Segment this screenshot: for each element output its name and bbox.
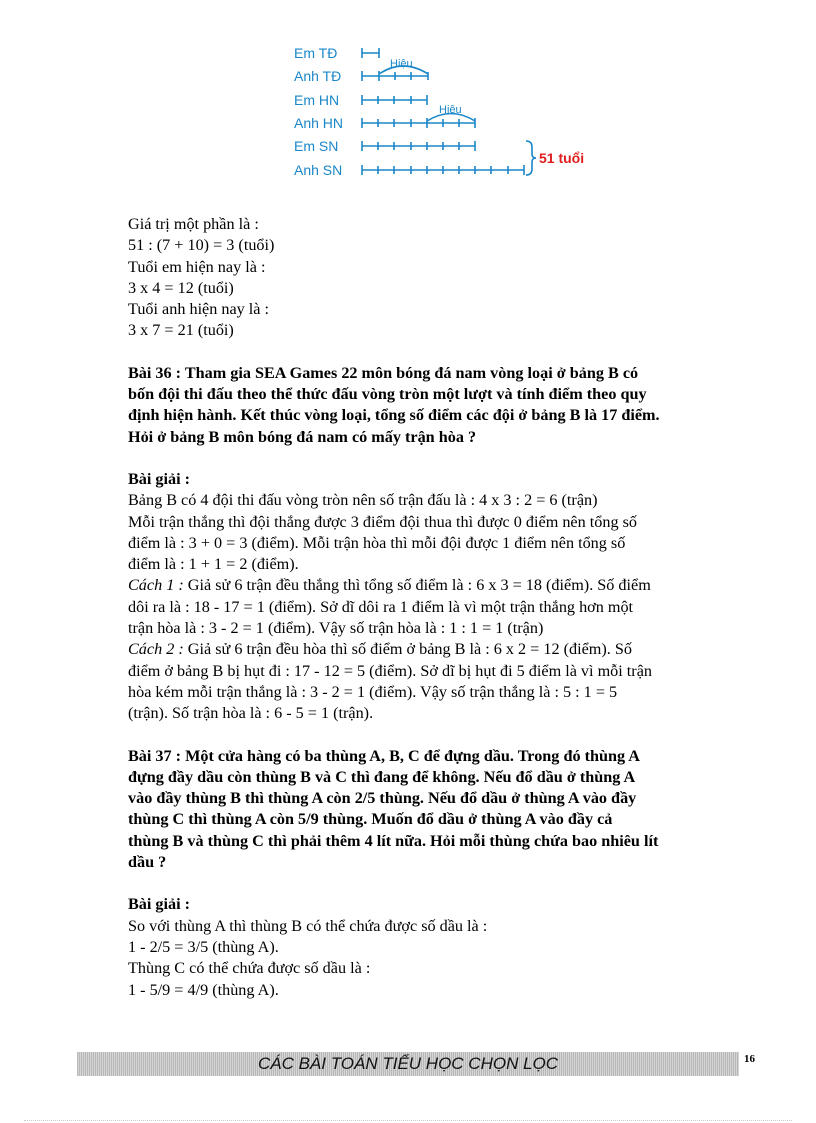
solution-line: Tuổi em hiện nay là :	[128, 257, 266, 276]
problem-36	[128, 363, 758, 448]
problem-37	[128, 746, 758, 874]
solution-line: 1 - 2/5 = 3/5 (thùng A).	[128, 937, 279, 956]
solution-line: Bảng B có 4 đội thi đấu vòng tròn nên số trận đấu là : 4 x 3 : 2 = 6 (trận)	[128, 491, 598, 510]
solution-line	[128, 575, 758, 596]
segment-em-hn	[362, 95, 427, 105]
segment-em-sn	[362, 141, 475, 151]
solution-heading: Bài giải :	[128, 469, 191, 488]
label-em-sn: Em SN	[294, 138, 339, 154]
solution-line: hòa kém mỗi trận thắng là : 3 - 2 = 1 (điểm). Vậy số trận thắng là : 5 : 1 = 5	[128, 682, 618, 701]
footer-title: CÁC BÀI TOÁN TIỂU HỌC CHỌN LỌC	[257, 1054, 559, 1073]
label-anh-td: Anh TĐ	[294, 68, 342, 84]
total-label: 51 tuổi	[539, 150, 585, 166]
solution-line: So với thùng A thì thùng B có thể chứa được số dầu là :	[128, 916, 488, 935]
problem-line: Hỏi ở bảng B môn bóng đá nam có mấy trận hòa ?	[128, 427, 477, 446]
problem-line: vào đầy thùng B thì thùng A còn 2/5 thùng. Nếu đổ dầu ở thùng A vào đầy	[128, 789, 637, 808]
label-anh-sn: Anh SN	[294, 162, 343, 178]
solution-heading: Bài giải :	[128, 895, 191, 914]
problem-line: Bài 37 : Một cửa hàng có ba thùng A, B, C để đựng dầu. Trong đó thùng A	[128, 746, 640, 765]
solution-line: (trận). Số trận hòa là : 6 - 5 = 1 (trận).	[128, 704, 374, 723]
method-text: Giả sử 6 trận đều thắng thì tổng số điểm là : 6 x 3 = 18 (điểm). Số điểm	[183, 576, 651, 595]
solution-line: Thùng C có thể chứa được số dầu là :	[128, 959, 371, 978]
solution-35	[128, 214, 758, 342]
problem-line: đựng đầy dầu còn thùng B và C thì đang để không. Nếu đổ dầu ở thùng A	[128, 767, 636, 786]
hieu-label-hn: Hiệu	[439, 104, 462, 116]
solution-line: Giá trị một phần là :	[128, 215, 259, 233]
solution-37	[128, 894, 758, 1000]
solution-line	[128, 639, 758, 660]
footer-bar	[77, 1052, 739, 1076]
page-divider	[24, 1120, 792, 1121]
problem-line: dầu ?	[128, 853, 167, 872]
solution-line: 51 : (7 + 10) = 3 (tuổi)	[128, 236, 275, 255]
age-diagram	[280, 40, 610, 190]
solution-line: Tuổi anh hiện nay là :	[128, 300, 270, 319]
total-brace	[526, 141, 536, 175]
solution-line: dôi ra là : 18 - 17 = 1 (điểm). Sở dĩ dôi ra 1 điểm là vì một trận thắng hơn một	[128, 597, 634, 616]
problem-line: thùng B và thùng C thì phải thêm 4 lít nữa. Hỏi mỗi thùng chứa bao nhiêu lít	[128, 831, 659, 850]
problem-line: định hiện hành. Kết thúc vòng loại, tổng số điểm các đội ở bảng B là 17 điểm.	[128, 406, 660, 425]
solution-line: trận hòa là : 3 - 2 = 1 (điểm). Vậy số trận hòa là : 1 : 1 = 1 (trận)	[128, 619, 544, 638]
segment-anh-sn	[362, 165, 524, 175]
label-em-hn: Em HN	[294, 92, 340, 108]
solution-line: Mỗi trận thắng thì đội thắng được 3 điểm đội thua thì được 0 điểm nên tổng số	[128, 512, 637, 531]
solution-36	[128, 469, 758, 725]
label-anh-hn: Anh HN	[294, 115, 344, 131]
solution-line: 3 x 7 = 21 (tuổi)	[128, 321, 234, 340]
solution-line: điểm ở bảng B bị hụt đi : 17 - 12 = 5 (điểm). Sở dĩ bị hụt đi 5 điểm là vì mỗi trận	[128, 661, 652, 680]
page-number: 16	[744, 1053, 755, 1065]
hieu-label-td: Hiệu	[390, 58, 413, 70]
solution-line: điểm là : 1 + 1 = 2 (điểm).	[128, 555, 299, 574]
problem-line: thùng C thì thùng A còn 5/9 thùng. Muốn đổ dầu ở thùng A vào đầy cả	[128, 810, 613, 829]
method-label: Cách 1 :	[128, 576, 184, 595]
problem-line: Bài 36 : Tham gia SEA Games 22 môn bóng đá nam vòng loại ở bảng B có	[128, 363, 639, 382]
label-em-td: Em TĐ	[294, 45, 338, 61]
method-text: Giả sử 6 trận đều hòa thì số điểm ở bảng B là : 6 x 2 = 12 (điểm). Số	[183, 640, 632, 659]
page-content	[128, 214, 758, 1001]
solution-line: 3 x 4 = 12 (tuổi)	[128, 278, 234, 297]
solution-line: 1 - 5/9 = 4/9 (thùng A).	[128, 980, 279, 999]
segment-em-td	[362, 48, 379, 58]
method-label: Cách 2 :	[128, 640, 184, 659]
problem-line: bốn đội thi đấu theo thể thức đấu vòng tròn một lượt và tính điểm theo quy	[128, 385, 647, 404]
solution-line: điểm là : 3 + 0 = 3 (điểm). Mỗi trận hòa thì mỗi đội được 1 điểm nên tổng số	[128, 533, 626, 552]
